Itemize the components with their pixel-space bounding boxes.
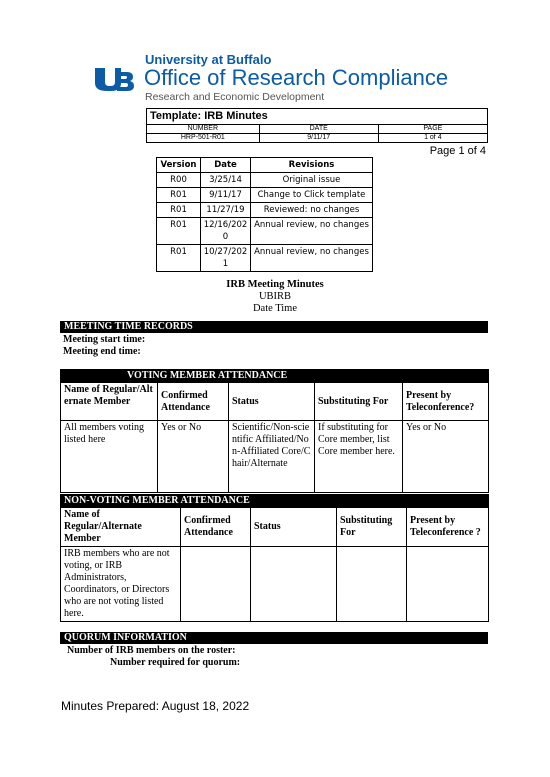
nonvoting-cell-teleconference bbox=[407, 547, 489, 622]
voting-col-teleconference: Present by Teleconference? bbox=[403, 383, 489, 421]
table-row bbox=[157, 173, 373, 188]
quorum-required-label: Number required for quorum: bbox=[110, 657, 241, 668]
table-row bbox=[157, 218, 373, 245]
section-nonvoting-attendance: NON-VOTING MEMBER ATTENDANCE bbox=[61, 495, 489, 508]
meeting-end-label: Meeting end time: bbox=[63, 346, 141, 357]
nonvoting-col-name: Name of Regular/Alternate Member bbox=[61, 508, 181, 547]
nonvoting-col-substituting: Substituting For bbox=[337, 508, 407, 547]
nonvoting-cell-status bbox=[251, 547, 337, 622]
template-meta-table bbox=[147, 125, 487, 142]
rev-date: 3/25/14 bbox=[201, 173, 251, 188]
rev-description: Reviewed: no changes bbox=[251, 203, 373, 218]
nonvoting-col-attendance: Confirmed Attendance bbox=[181, 508, 251, 547]
nonvoting-cell-attendance bbox=[181, 547, 251, 622]
voting-col-status: Status bbox=[229, 383, 315, 421]
rev-date: 10/27/2021 bbox=[201, 245, 251, 272]
committee-name: UBIRB bbox=[258, 291, 292, 302]
section-voting-attendance: VOTING MEMBER ATTENDANCE bbox=[61, 370, 489, 383]
meta-date: 9/11/17 bbox=[259, 134, 378, 143]
rev-date: 11/27/19 bbox=[201, 203, 251, 218]
rev-description: Annual review, no changes bbox=[251, 218, 373, 245]
nonvoting-cell-name: IRB members who are not voting, or IRB Administrators, Coordinators, or Directors who are not voting listed here. bbox=[61, 547, 181, 622]
page-title: IRB Meeting Minutes bbox=[226, 279, 324, 290]
rev-description: Annual review, no changes bbox=[251, 245, 373, 272]
section-meeting-time-records: MEETING TIME RECORDS bbox=[60, 321, 488, 333]
table-row bbox=[157, 188, 373, 203]
rev-version: R01 bbox=[157, 218, 201, 245]
meta-number: HRP-501-R01 bbox=[147, 134, 259, 143]
rev-description: Change to Click template bbox=[251, 188, 373, 203]
nonvoting-col-teleconference: Present by Teleconference ? bbox=[407, 508, 489, 547]
voting-cell-status: Scientific/Non-scientific Affiliated/Non-Affiliated Core/Chair/Alternate bbox=[229, 421, 315, 493]
meta-header-page: PAGE bbox=[378, 125, 487, 134]
rev-version: R01 bbox=[157, 188, 201, 203]
template-header-box bbox=[146, 108, 488, 143]
template-title: Template: IRB Minutes bbox=[147, 109, 487, 125]
revisions-table bbox=[156, 157, 373, 272]
voting-cell-substituting: If substituting for Core member, list Core member here. bbox=[315, 421, 403, 493]
ub-logo bbox=[93, 52, 449, 107]
minutes-prepared-date: Minutes Prepared: August 18, 2022 bbox=[61, 699, 250, 713]
rev-header-revisions: Revisions bbox=[251, 158, 373, 173]
rev-version: R01 bbox=[157, 203, 201, 218]
voting-attendance-table bbox=[60, 369, 489, 493]
rev-date: 9/11/17 bbox=[201, 188, 251, 203]
table-row bbox=[61, 421, 489, 493]
nonvoting-col-status: Status bbox=[251, 508, 337, 547]
rev-version: R01 bbox=[157, 245, 201, 272]
meeting-start-label: Meeting start time: bbox=[63, 334, 146, 345]
division-name: Research and Economic Development bbox=[145, 91, 325, 103]
nonvoting-cell-substituting bbox=[337, 547, 407, 622]
voting-cell-attendance: Yes or No bbox=[158, 421, 229, 493]
voting-col-substituting: Substituting For bbox=[315, 383, 403, 421]
rev-date: 12/16/2020 bbox=[201, 218, 251, 245]
rev-header-version: Version bbox=[157, 158, 201, 173]
meta-header-number: NUMBER bbox=[147, 125, 259, 134]
table-row bbox=[157, 203, 373, 218]
voting-cell-teleconference: Yes or No bbox=[403, 421, 489, 493]
meta-header-date: DATE bbox=[259, 125, 378, 134]
rev-description: Original issue bbox=[251, 173, 373, 188]
rev-header-date: Date bbox=[201, 158, 251, 173]
meta-page: 1 of 4 bbox=[378, 134, 487, 143]
table-row bbox=[157, 245, 373, 272]
office-name: Office of Research Compliance bbox=[144, 65, 449, 90]
nonvoting-attendance-table bbox=[60, 494, 489, 622]
ub-logo-icon bbox=[93, 66, 135, 92]
roster-count-label: Number of IRB members on the roster: bbox=[67, 645, 236, 656]
meeting-datetime: Date Time bbox=[252, 303, 298, 314]
table-row bbox=[61, 547, 489, 622]
page-number: Page 1 of 4 bbox=[429, 145, 486, 157]
voting-col-name: Name of Regular/Alternate Member bbox=[61, 383, 158, 421]
rev-version: R00 bbox=[157, 173, 201, 188]
section-quorum-information: QUORUM INFORMATION bbox=[60, 632, 488, 644]
university-name: University at Buffalo bbox=[145, 52, 272, 67]
voting-col-attendance: Confirmed Attendance bbox=[158, 383, 229, 421]
voting-cell-name: All members voting listed here bbox=[61, 421, 158, 493]
